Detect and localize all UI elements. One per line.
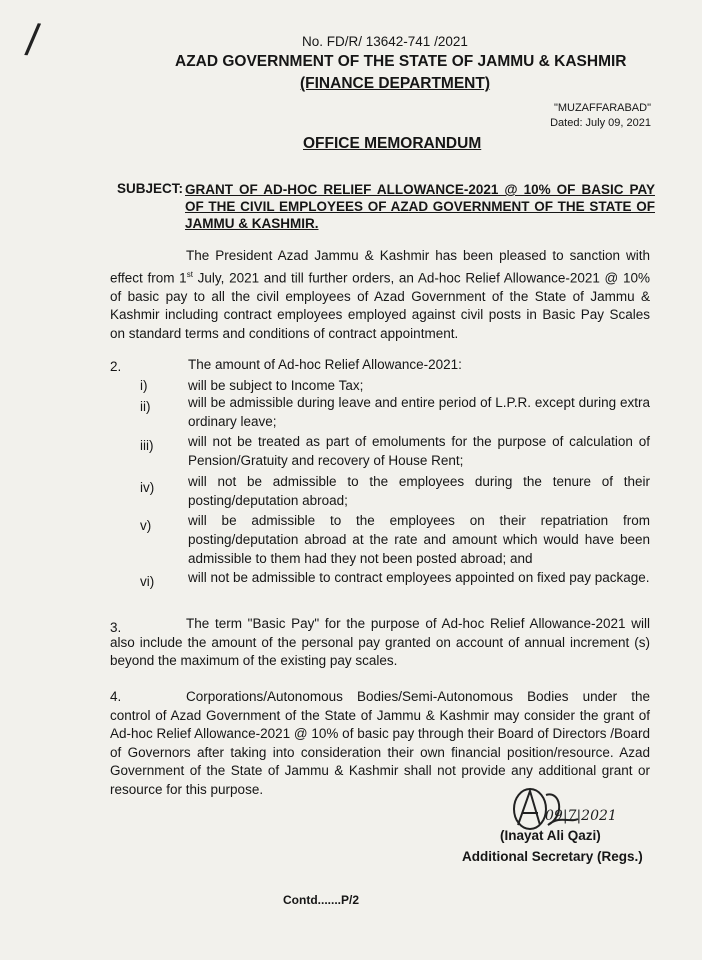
- paragraph-1-rest: July, 2021 and till further orders, an Ad-hoc Relief Allowance-2021 @ 10% of basic pay to all the civil employees of Azad Government of the State of Jammu & Kashmir including contract employees employed against civil posts in Basic Pay Scales on standard terms and conditions of contract appointment.: [110, 270, 650, 341]
- list-item: will be admissible to the employees on their repatriation from posting/deputation abroad at the rate and amount which would have been admissible to them had they not been posted abroad; and: [188, 513, 650, 566]
- paragraph-3: The term "Basic Pay" for the purpose of Ad-hoc Relief Allowance-2021 will also include the amount of the personal pay granted on account of annual increment (s) beyond the maximum of the existing pay scales.: [110, 616, 650, 668]
- memo-title: OFFICE MEMORANDUM: [303, 135, 482, 152]
- list-item: will not be admissible to contract employees appointed on fixed pay package.: [188, 570, 650, 585]
- signatory-designation: Additional Secretary (Regs.): [462, 849, 643, 864]
- date-line: Dated: July 09, 2021: [550, 117, 651, 129]
- paragraph-1: [110, 247, 650, 343]
- handwritten-date: 09|7|2021: [545, 808, 617, 824]
- list-item-roman: ii): [140, 399, 151, 414]
- continued-note: Contd.......P/2: [283, 893, 360, 907]
- list-item: will not be admissible to the employees during the tenure of their posting/deputation abroad;: [188, 474, 650, 508]
- reference-number: No. FD/R/ 13642-741 /2021: [302, 34, 468, 49]
- list-item-roman: iv): [140, 480, 155, 495]
- subject-label: SUBJECT:: [117, 181, 184, 196]
- paragraph-1-start: The President Azad Jammu & Kashmir has been pleased to sanction with effect from 1: [110, 248, 650, 285]
- list-item-roman: i): [140, 378, 148, 393]
- government-heading: AZAD GOVERNMENT OF THE STATE OF JAMMU & KASHMIR: [175, 53, 627, 70]
- paragraph-2-number: 2.: [110, 359, 122, 374]
- place-line: "MUZAFFARABAD": [553, 102, 651, 114]
- margin-pen-mark: /: [23, 15, 42, 63]
- list-item: will not be treated as part of emoluments for the purpose of calculation of Pension/Gratuity and recovery of House Rent;: [188, 434, 650, 468]
- department-heading: (FINANCE DEPARTMENT): [300, 75, 491, 92]
- list-item: will be admissible during leave and entire period of L.P.R. except during extra ordinary leave;: [188, 395, 650, 429]
- list-item-roman: vi): [140, 574, 155, 589]
- list-item-roman: iii): [140, 438, 154, 453]
- paragraph-3-number: 3.: [110, 620, 122, 635]
- paragraph-2-intro: The amount of Ad-hoc Relief Allowance-2021:: [188, 357, 462, 372]
- signatory-name: (Inayat Ali Qazi): [500, 828, 601, 843]
- list-item-roman: v): [140, 518, 152, 533]
- paragraph-1-superscript: st: [186, 269, 193, 279]
- place-and-date: [550, 101, 651, 131]
- paragraph-4: Corporations/Autonomous Bodies/Semi-Autonomous Bodies under the control of Azad Government of the State of Jammu & Kashmir may consider the grant of Ad-hoc Relief Allowance-2021 @ 10% of basic pay through their Board of Directors /Board of Governors after taking into consideration their own financial position/resource. Azad Government of the State of Jammu & Kashmir shall not provide any additional grant or resource for this purpose.: [110, 689, 650, 797]
- paragraph-4-number: 4.: [110, 689, 122, 704]
- list-item: will be subject to Income Tax;: [188, 378, 364, 393]
- subject-text: GRANT OF AD-HOC RELIEF ALLOWANCE-2021 @ 10% OF BASIC PAY OF THE CIVIL EMPLOYEES OF AZAD GOVERNMENT OF THE STATE OF JAMMU & KASHMIR.: [185, 182, 655, 231]
